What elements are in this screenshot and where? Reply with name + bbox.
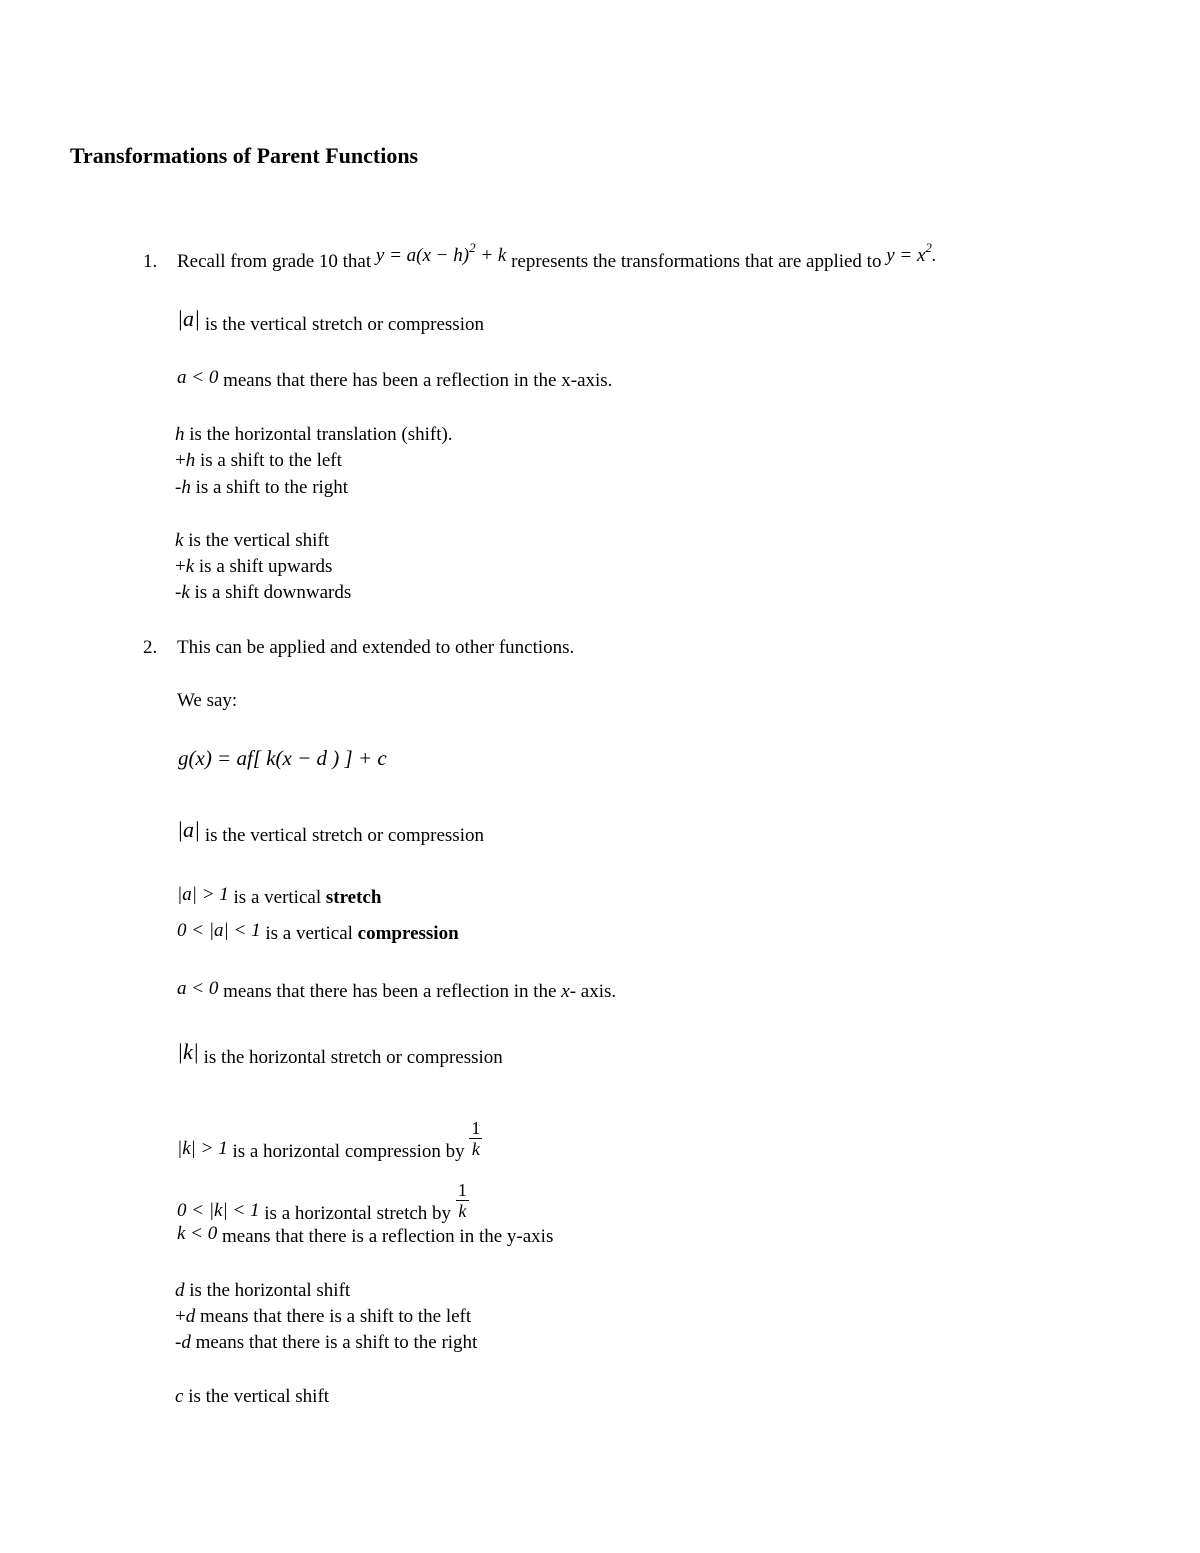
vertex-form-equation: $y = a(x - h)^2 + k$: [375, 240, 507, 266]
item-1-k-plus-line: +k is a shift upwards: [175, 556, 333, 577]
parent-equation: $y = x^2$.: [886, 240, 937, 266]
item-2-number: 2.: [143, 637, 158, 658]
item-2-k-gt1-line: |k| > 1 is a horizontal compression by $\frac{1}{k}$: [177, 1118, 481, 1162]
item-1-h-plus-line: +h is a shift to the left: [175, 450, 342, 471]
item-1-k-minus-line: -k is a shift downwards: [175, 582, 352, 603]
we-say-label: We say:: [177, 690, 238, 711]
item-1-a-abs-line: |a| is the vertical stretch or compression: [177, 306, 484, 335]
item-2-intro: This can be applied and extended to other functions.: [177, 637, 575, 658]
item-1-number: 1.: [143, 251, 158, 272]
item-2-a-gt1-line: |a| > 1 is a vertical stretch: [177, 884, 382, 908]
page-title: Transformations of Parent Functions: [70, 143, 419, 168]
item-2-k-between-line: 0 < |k| < 1 is a horizontal stretch by $\frac{1}{k}$: [177, 1180, 467, 1224]
general-transformation-equation: g(x) = af[ k(x − d ) ] + c: [178, 746, 387, 770]
item-2-k-abs-line: |k| is the horizontal stretch or compression: [177, 1039, 503, 1068]
item-2-a-abs-line: |a| is the vertical stretch or compression: [177, 817, 484, 846]
item-1-recall-line: [177, 240, 937, 275]
item-2-d-plus-line: +d means that there is a shift to the left: [175, 1306, 472, 1327]
item-1-a-negative-line: a < 0 means that there has been a reflection in the x-axis.: [177, 367, 613, 391]
item-1-k-line: k is the vertical shift: [175, 530, 330, 551]
item-1-h-minus-line: -h is a shift to the right: [175, 477, 349, 498]
item-2-k-negative-line: k < 0 means that there is a reflection in the y-axis: [177, 1223, 554, 1247]
item-2-a-negative-line: a < 0 means that there has been a reflection in the x- axis.: [177, 978, 617, 1002]
item-1-h-line: h is the horizontal translation (shift).: [175, 424, 453, 445]
one-over-k-fraction: $\frac{1}{k}$: [471, 1118, 481, 1159]
one-over-k-fraction: $\frac{1}{k}$: [457, 1180, 467, 1221]
item-1-text-a: Recall from grade 10 that: [177, 251, 372, 272]
item-1-text-b: represents the transformations that are applied to: [511, 251, 882, 272]
item-2-a-between-line: 0 < |a| < 1 is a vertical compression: [177, 920, 459, 944]
item-2-d-minus-line: -d means that there is a shift to the right: [175, 1332, 478, 1353]
item-2-c-line: c is the vertical shift: [175, 1386, 330, 1407]
item-2-d-line: d is the horizontal shift: [175, 1280, 351, 1301]
